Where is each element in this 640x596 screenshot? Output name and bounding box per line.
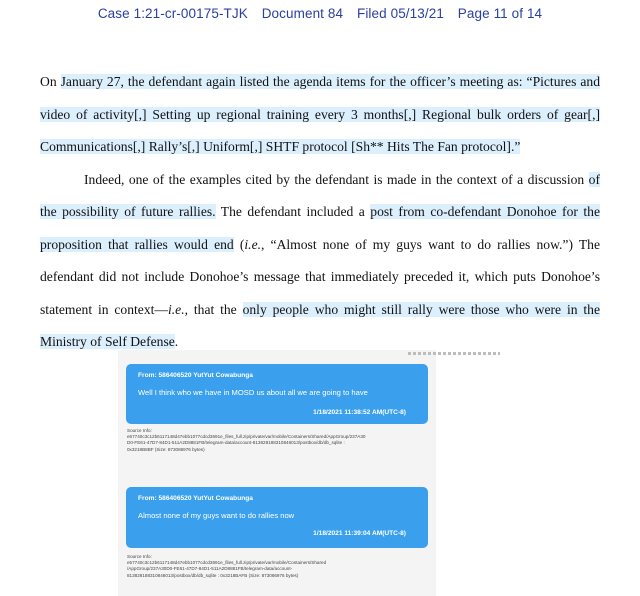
message-bubble	[126, 364, 428, 424]
message-screenshot	[118, 350, 436, 596]
document-number: Document 84	[261, 6, 344, 21]
divider	[408, 352, 500, 355]
source-line: 813828188310846013/postbox/db/db_sqlite : 0x3218BAFB (Size: 873086976 bytes)	[127, 572, 299, 578]
source-line: e57740c3c12b6117148d47ebb1077cdcd3691e_files_full.zip/private/var/mobile/Containers/Shared/AppGroup/237A30	[127, 434, 366, 440]
case-header	[0, 6, 640, 21]
paragraph-text: , that the	[184, 301, 243, 317]
page-number: Page 11 of 14	[457, 6, 543, 21]
paragraph-agenda	[40, 66, 600, 164]
source-line: /AppGroup/237A30D0-FE61-47D7-84D1-511A2D8881FB/telegram-data/account-	[127, 566, 293, 572]
message-text: Well I think who we have in MOSD us about all we are going to have	[138, 388, 368, 397]
paragraph-text: The defendant included a	[215, 204, 371, 219]
paragraph-examples	[40, 164, 600, 359]
message-text: Almost none of my guys want to do rallies now	[138, 511, 295, 520]
message-sender: From: 586406520 YutYut Cowabunga	[138, 372, 253, 379]
highlighted-text: post from co-defendant Donohoe for the proposition that rallies would end	[40, 204, 600, 252]
source-line: D0-FE61-47D7-84D1-511A2D8881FB/telegram-data/account-813828188310846013/postbox/db/db_sqlite :	[127, 440, 345, 446]
italic-ie: i.e.	[168, 301, 185, 317]
message-sender: From: 586406520 YutYut Cowabunga	[138, 495, 253, 502]
document-body	[40, 66, 600, 359]
highlighted-text: of the possibility of future rallies.	[40, 171, 600, 219]
highlighted-text: January 27, the defendant again listed the agenda items for the officer’s meeting as: “Pictures and video of activity[,] Setting up regional training every 3 months[,] Regional bulk orders of gear[,] Communications[,] Rally’s[,] Uniform[,] SHTF protocol [Sh** Hits The Fan protocol].”	[40, 74, 600, 154]
paragraph-text: , “Almost none of my guys want to do rallies now.”) The defendant did not include Donohoe’s message that immediately preceded it, which puts Donohoe’s statement in context—	[40, 236, 601, 317]
source-line: e57740c3c12b6117148d47ebb1077cdcd3691e_files_full.zip/private/var/mobile/Containers/Shared	[127, 560, 327, 566]
source-info	[127, 554, 427, 579]
case-number: Case 1:21-cr-00175-TJK	[97, 6, 248, 21]
highlighted-text: only people who might still rally were those who were in the Ministry of Self Defense	[40, 301, 600, 349]
source-info	[127, 428, 427, 453]
paragraph-text: On	[40, 74, 61, 89]
paragraph-text: Indeed, one of the examples cited by the defendant is made in the context of a discussion	[84, 171, 589, 187]
paragraph-text: (	[233, 236, 245, 252]
source-line: Source Info:	[127, 554, 152, 559]
italic-ie: i.e.	[244, 236, 261, 252]
message-bubble	[126, 487, 428, 548]
message-timestamp: 1/18/2021 11:39:04 AM(UTC-8)	[313, 530, 406, 537]
paragraph-text: .	[174, 334, 179, 349]
source-line: 0x3218B8BF (Size: 873086976 bytes)	[127, 446, 205, 452]
source-line: Source Info:	[127, 428, 152, 433]
filed-date: Filed 05/13/21	[356, 6, 444, 21]
message-timestamp: 1/18/2021 11:38:52 AM(UTC-8)	[313, 409, 406, 416]
